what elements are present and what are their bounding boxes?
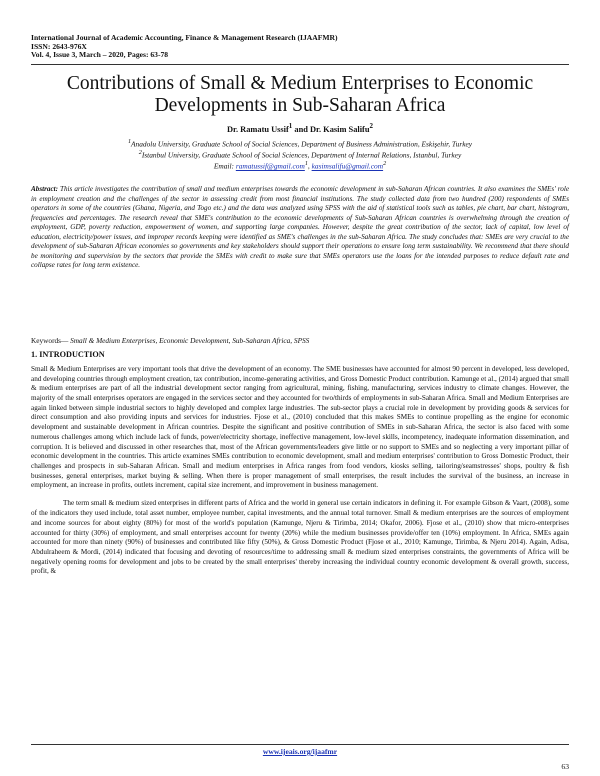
email-link-1[interactable]: ramatussif@gmail.com <box>235 161 305 171</box>
affiliation-1 <box>31 138 569 149</box>
affiliations <box>31 138 569 171</box>
affiliation-1-text: Anadolu University, Graduate School of Social Sciences, Department of Business Administration, Eskişehir, Turkey <box>131 139 473 149</box>
email-separator: , <box>307 161 312 171</box>
abstract-label: Abstract: <box>31 185 58 193</box>
paper-title <box>31 73 569 117</box>
author-1: Dr. Ramatu Ussif <box>226 124 289 134</box>
author-and: and <box>292 124 310 134</box>
journal-volume: Vol. 4, Issue 3, March – 2020, Pages: 63-78 <box>31 50 169 60</box>
author-1-mark: 1 <box>288 122 293 130</box>
journal-issn: ISSN: 2643-976X <box>31 41 87 51</box>
affiliation-2 <box>31 149 569 160</box>
affiliation-2-text: Istanbul University, Graduate School of Social Sciences, Department of Internal Relations, Istanbul, Turkey <box>141 150 462 160</box>
footer-rule <box>31 744 569 745</box>
affiliation-1-mark: 1 <box>127 139 132 145</box>
paragraph-1: Small & Medium Enterprises are very important tools that drive the development of an economy. The SME businesses have accounted for almost 90 percent in developed, less developed, and developing countries through employment creation, tax contribution, income-generating activities, and Gross Domestic Product contribution. Kamunge et al., (2014) argued that small & medium enterprises are part of all the industrial development sector ranging from agricultural, mining, fishing, manufacturing, services industry to climate changes. However, the majority of the small enterprises operators are engaged in the services sector and they accounted for two/thirds of employments in sub-Saharan Africa. Small and Medium Enterprises are again linked between simple industrial sectors to highly developed and complex large industries. The sub-sector plays a crucial role in development by providing goods & services for direct consumption and also providing inputs and services for industries. Fjose et al., (2010) concluded that this makes SMEs to continue propelling as the engine for economic development and sustainable development in African countries. Despite the significant and positive contribution of SMEs in sub-Saharan Africa, the sector is also faced with some numerous challenges among which include lack of funds, power/electricity shortage, ineffective management, low-level skills, incompetency, inadequate information dissemination, and corruption. It is believed and discussed in other researches that, most of the African governments/leaders give little or no support to SMEs and so neglecting a very important pillar of economic development in the countries. This article examines SMEs contribution to economic development, small and medium enterprises' contribution to Gross Domestic Product, their challenges and prospects in sub-Saharan African. Small and medium enterprises in Africa ranges from food vendors, kiosks selling, tailoring/seamstresses' shops, poultry & fish businesses, general enterprises, market buying & selling. When there is proper management of small enterprises, the result includes the survival of the business, an increase in employment, an increase in profits, outlets increment, capital size increment, and improvement in business management. <box>31 365 569 490</box>
title-line-1: Contributions of Small & Medium Enterprises to Economic <box>66 73 534 94</box>
email-2-mark: 2 <box>383 161 387 168</box>
section-heading: 1. INTRODUCTION <box>31 350 105 359</box>
footer-link[interactable]: www.ijeais.org/ijaafmr <box>262 747 338 756</box>
email-1-mark: 1 <box>304 161 308 168</box>
title-line-2: Developments in Sub-Saharan Africa <box>154 95 446 116</box>
keywords <box>31 336 569 345</box>
email-label: Email: <box>213 161 236 171</box>
page-number: 63 <box>561 762 569 771</box>
journal-name: International Journal of Academic Accounting, Finance & Management Research (IJAAFMR) <box>31 33 338 42</box>
body-text <box>31 365 569 585</box>
email-link-2[interactable]: kasimsalifu@gmail.com <box>311 161 384 171</box>
author-line <box>31 122 569 134</box>
keywords-text: Small & Medium Enterprises, Economic Development, Sub-Saharan Africa, SPSS <box>70 336 310 345</box>
author-2: Dr. Kasim Salifu <box>310 124 370 134</box>
affiliation-2-mark: 2 <box>138 150 142 157</box>
header-rule <box>31 64 569 65</box>
author-2-mark: 2 <box>369 122 373 130</box>
journal-header <box>31 34 338 60</box>
abstract-text: This article investigates the contribution of small and medium enterprises towards the economic development in sub-Saharan African countries. It also examines the SMEs' role in employment creation and the challenges of the sector in assessing credit from most financial institutions. The study collected data from two hundred (200) respondents of SMEs operators in some of the countries (Ghana, Nigeria, and Togo etc.) and the data was analyzed using SPSS with the aid of statistical tools such as tables, pie chart, bar chart, histogram, frequencies and percentages. The research reveal that SME's contribution to the economic developments of Sub-Saharan African countries is overwhelming through the creation of employment, GDP, poverty reduction, empowerment of women, and supporting large companies. However, despite the great contribution of the sector, lack of capital, low level of education, electricity/power issues, and improper records keeping were identified as SME's challenges in the sub-Saharan Africa. The study concludes that: SMEs are very crucial to the development of sub-Saharan African economies so governments and key stakeholders should support their operations to ensure long term sustainability. We recommend that there should be monitoring and supervision by the sectors that provide the SMEs with credit to make sure that SMEs operators use the loans for the intended purposes to reduce default rate and collapse rates for long term existence. <box>31 185 569 270</box>
keywords-label: Keywords— <box>31 336 71 345</box>
paragraph-2: The term small & medium sized enterprises in different parts of Africa and the world in general use certain indicators in defining it. For example Gibson & Vaart, (2008), some of the indicators they used include, total asset number, employee number, capital investments, and the annual total turnover. Small & medium enterprises are the sources of employment and income sources for about eighty (80%) for most of the world's population (Kamunge, Njeru & Tirimba, 2014; Okafor, 2006). Fjose et al., (2010) show that micro-enterprises accounted for thirty (30%) of employment, and small enterprises account for twenty (20%) while the medium businesses provide/offer ten (10%) employment. In Africa, SMEs again accounted for more than ninety (90%) of businesses and contributed like fifty (50%), & Gross Domestic Product (Fjose et al., 2010; Kamunge, Tirimba, & Njeru 2014). Again, Adisa, Abdulraheem & Mordi, (2014) indicated that focusing and devoting of resources/time to addressing small & medium sized enterprises constraints, the governments of Africa will be negatively opening rooms for development and jobs to be created by the small enterprises' thereby increasing the individual country economic development & overall growth, success, profit, & <box>31 499 569 576</box>
email-line <box>31 160 569 171</box>
abstract <box>31 185 569 271</box>
